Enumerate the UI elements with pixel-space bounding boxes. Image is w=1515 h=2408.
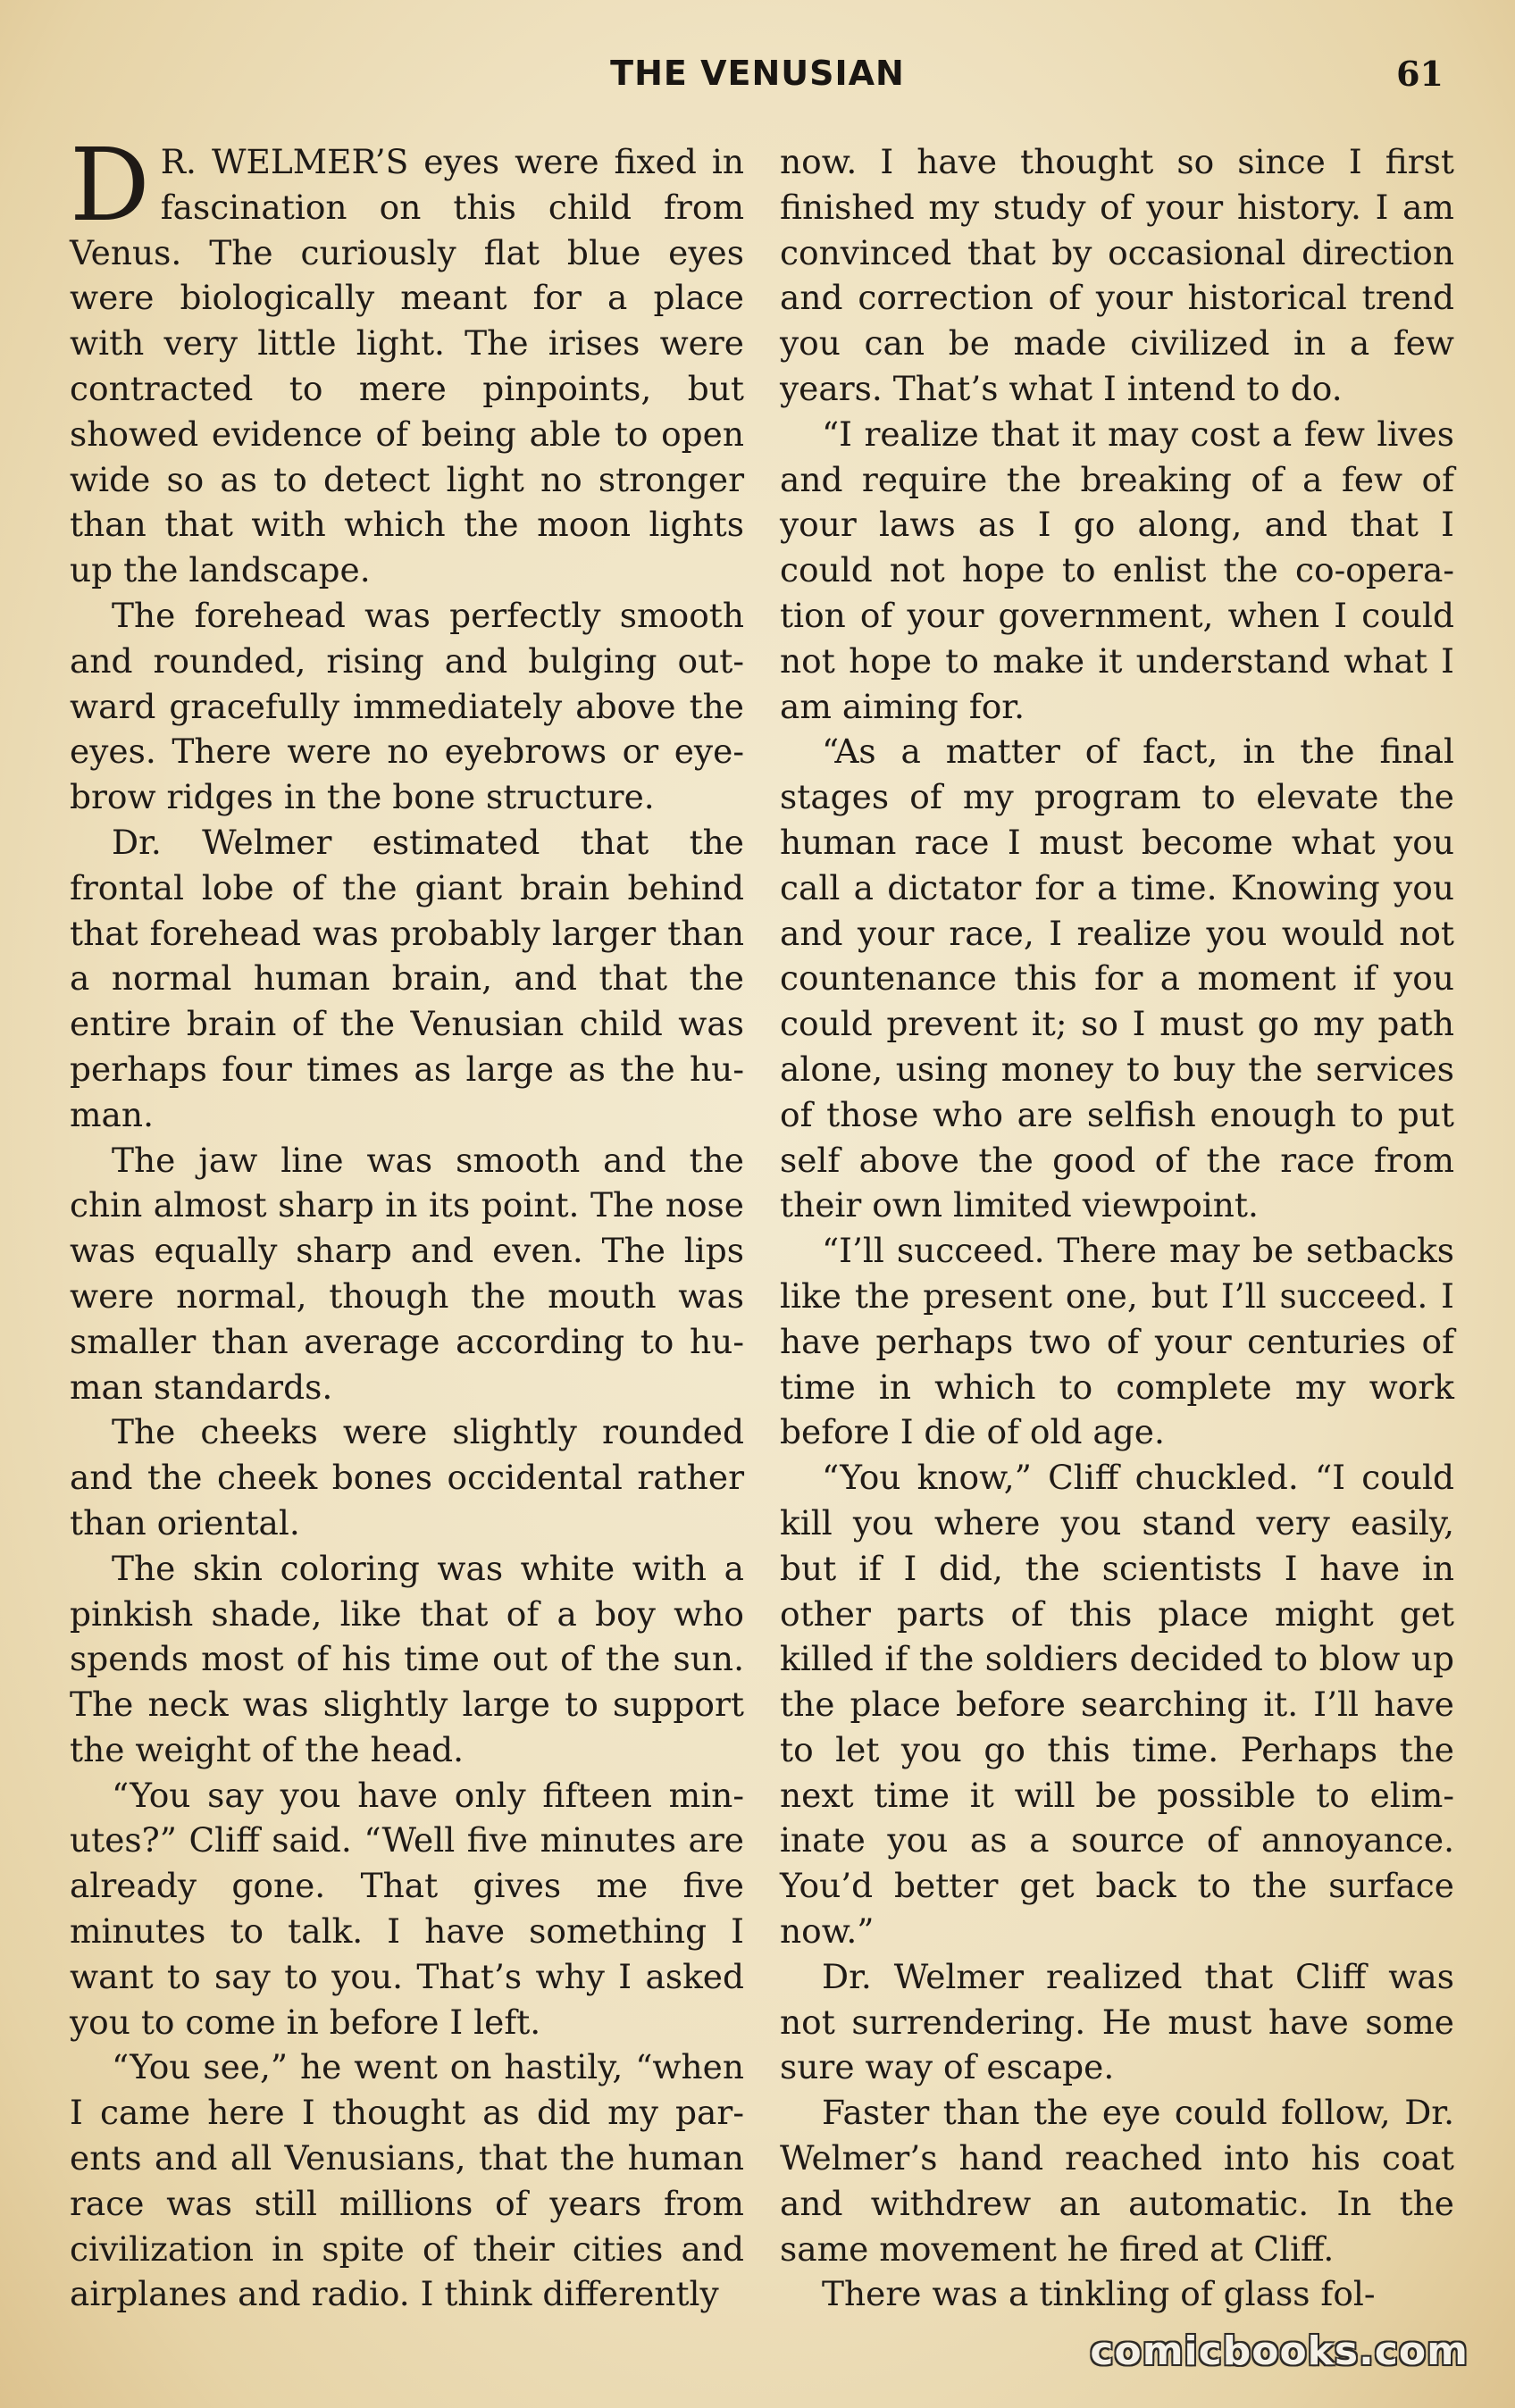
paragraph: Dr. Welmer estimated that the frontal lobe of the giant brain behind that forehead was probably larger than a normal human brain, and that the entire brain of the Venusian child was perhaps four times as large as the human. [70, 822, 744, 1134]
right-column [780, 139, 1454, 2317]
paragraph: There was a tinkling of glass fol- [822, 2274, 1376, 2314]
paragraph: “As a matter of fact, in the final stages of my program to elevate the human race I must become what you call a dictator for a time. Knowing you and your race, I realize you would not countenance this for a moment if you could prevent it; so I must go my path alone, using money to buy the services of those who are selfish enough to put self above the good of the race from their own limited viewpoint. [780, 732, 1454, 1225]
opening-paragraph [70, 128, 744, 593]
paragraph: “You say you have only fifteen minutes?” Cliff said. “Well five minutes are already gone. That gives me five minutes to talk. I have something I want to say to you. That’s why I asked you to come in before I left. [70, 1775, 744, 2042]
paragraph: The skin coloring was white with a pinkish shade, like that of a boy who spends most of his time out of the sun. The neck was slightly large to support the weight of the head. [70, 1548, 744, 1769]
paragraph: “You see,” he went on hastily, “when I came here I thought as did my parents and all Venusians, that the human race was still millions of years from civilization in spite of their cities and airplanes and radio. I think differently [70, 2047, 744, 2314]
paragraph: “I’ll succeed. There may be setbacks like the present one, but I’ll succeed. I have perhaps two of your centuries of time in which to complete my work before I die of old age. [780, 1231, 1454, 1452]
paragraph: The jaw line was smooth and the chin almost sharp in its point. The nose was equally sharp and even. The lips were normal, though the mouth was smaller than average according to human standards. [70, 1140, 744, 1407]
paragraph: “I realize that it may cost a few lives and require the breaking of a few of your laws as I go along, and that I could not hope to enlist the co-operation of your government, when I could not hope to make it understand what I am aiming for. [780, 414, 1454, 726]
running-head: THE VENUSIAN [610, 54, 905, 93]
paragraph: Faster than the eye could follow, Dr. Welmer’s hand reached into his coat and withdrew an automatic. In the same movement he fired at Cliff. [780, 2093, 1454, 2269]
drop-cap: D [70, 128, 150, 244]
paragraph: Dr. Welmer realized that Cliff was not surrendering. He must have some sure way of escape. [780, 1956, 1454, 2087]
continued-paragraph: now. I have thought so since I first finished my study of your history. I am convinced that by occasional direction and correction of your historical trend you can be made civilized in a few years. That’s what I intend to do. [780, 142, 1454, 408]
left-column [70, 128, 744, 2317]
paragraph: The cheeks were slightly rounded and the cheek bones occidental rather than oriental. [70, 1412, 744, 1543]
opening-paragraph-text: R. WELMER’S eyes were fixed in fascination on this child from Venus. The curiously flat blue eyes were biologically meant for a place with very little light. The irises were contracted to mere pinpoints, but showed evidence of being able to open wide so as to detect light no stronger than that with which the moon lights up the landscape. [70, 142, 744, 590]
paragraph: The forehead was perfectly smooth and rounded, rising and bulging outward gracefully immediately above the eyes. There were no eyebrows or eyebrow ridges in the bone structure. [70, 595, 744, 817]
page-header [0, 54, 1515, 107]
page-number: 61 [1396, 54, 1444, 94]
paragraph: “You know,” Cliff chuckled. “I could kill you where you stand very easily, but if I did, the scientists I have in other parts of this place might get killed if the soldiers decided to blow up the place before searching it. I’ll have to let you go this time. Perhaps the next time it will be possible to eliminate you as a source of annoyance. You’d better get back to the surface now.” [780, 1458, 1454, 1952]
source-watermark: comicbooks.com [1090, 2329, 1469, 2374]
